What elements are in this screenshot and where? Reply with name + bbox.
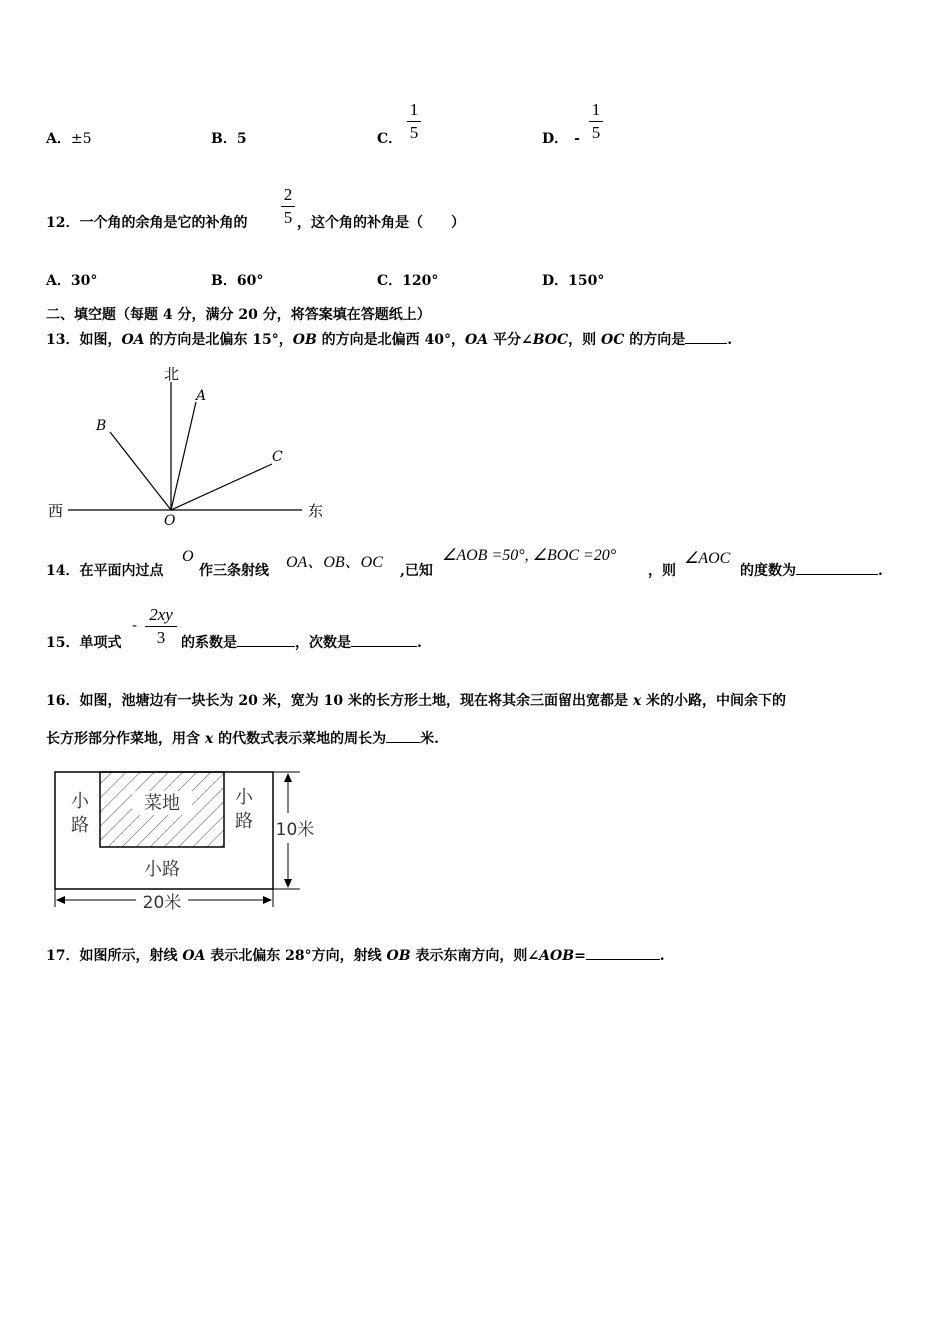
q15-minus-sign: - — [132, 616, 138, 634]
q17-answer-blank[interactable] — [586, 945, 660, 960]
q11-option-a: A．±5 — [46, 131, 92, 147]
q15-fraction: 2xy 3 — [145, 606, 177, 647]
q12-option-d: D．150° — [542, 273, 605, 289]
q16-stem-line-2: 长方形部分作菜地，用含 x 的代数式表示菜地的周长为 米. — [46, 728, 439, 748]
q11-option-d: D． - — [542, 131, 580, 147]
q12-option-c: C．120° — [377, 273, 439, 289]
q15-stem-1: 15．单项式 — [46, 635, 122, 651]
width-arrow-right — [263, 896, 272, 904]
point-b-label: B — [96, 418, 107, 434]
width-label: 20米 — [142, 893, 182, 913]
q11-option-c: C． — [377, 131, 403, 147]
q14-stem-3: ,已知 — [400, 563, 433, 579]
q17-stem: 17．如图所示，射线 OA 表示北偏东 28°方向，射线 OB 表示东南方向，则∠AOB= . — [46, 945, 665, 965]
q12-fraction: 2 5 — [281, 186, 295, 227]
point-c-label: C — [272, 449, 283, 465]
west-label: 西 — [48, 502, 64, 520]
q12-option-b: B．60° — [211, 273, 264, 289]
q15-degree-blank[interactable] — [351, 632, 417, 647]
right-path-label-2: 路 — [235, 811, 253, 832]
q14-stem-4: ，则 — [648, 563, 676, 579]
ray-oc — [171, 464, 272, 510]
section-title: 二、填空题（每题 4 分，满分 20 分，将答案填在答题纸上） — [46, 307, 431, 323]
q16-garden-figure — [48, 765, 338, 920]
ray-ob — [110, 432, 171, 510]
garden-label: 菜地 — [144, 793, 180, 814]
q14-given-angles: ∠AOB =50°, ∠BOC =20° — [442, 547, 617, 564]
q11-option-d-fraction: 1 5 — [589, 101, 603, 142]
height-arrow-down — [284, 879, 292, 888]
q13-stem: 13．如图，OA 的方向是北偏东 15°，OB 的方向是北偏西 40°，OA 平分∠BOC，则 OC 的方向是 . — [46, 329, 732, 349]
point-a-label: A — [196, 388, 207, 404]
q14-stem-2: 作三条射线 — [199, 563, 269, 579]
q14-angle-aoc: ∠AOC — [684, 550, 731, 567]
point-o-label: O — [164, 513, 176, 529]
q11-option-b: B．5 — [211, 131, 247, 147]
q14-answer-blank[interactable] — [796, 560, 878, 575]
north-label: 北 — [164, 365, 180, 383]
left-path-label-2: 路 — [71, 815, 89, 836]
bottom-path-label: 小路 — [144, 859, 180, 880]
q14-stem-1: 14．在平面内过点 — [46, 563, 164, 579]
height-label: 10米 — [275, 820, 315, 840]
q13-answer-blank[interactable] — [685, 329, 727, 344]
q14-rays: OA、OB、OC — [286, 554, 383, 571]
left-path-label-1: 小 — [71, 791, 89, 812]
q15-stem-2: 的系数是 ，次数是 . — [181, 632, 422, 652]
q12-stem-suffix: ，这个角的补角是（ ） — [297, 215, 465, 231]
width-arrow-left — [56, 896, 65, 904]
q13-direction-figure — [40, 360, 340, 530]
height-arrow-up — [284, 773, 292, 782]
q14-stem-5: 的度数为 . — [740, 560, 883, 580]
q15-coefficient-blank[interactable] — [237, 632, 295, 647]
q16-stem-line-1: 16．如图，池塘边有一块长为 20 米，宽为 10 米的长方形土地，现在将其余三面留出宽都是 x 米的小路，中间余下的 — [46, 693, 787, 709]
q12-option-a: A．30° — [46, 273, 98, 289]
right-path-label-1: 小 — [235, 787, 253, 808]
q12-stem-prefix: 12．一个角的余角是它的补角的 — [46, 215, 248, 231]
q16-answer-blank[interactable] — [386, 728, 420, 743]
q14-point-o: O — [182, 548, 194, 565]
q11-option-c-fraction: 1 5 — [407, 101, 421, 142]
east-label: 东 — [308, 502, 324, 520]
ray-oa — [171, 402, 196, 510]
